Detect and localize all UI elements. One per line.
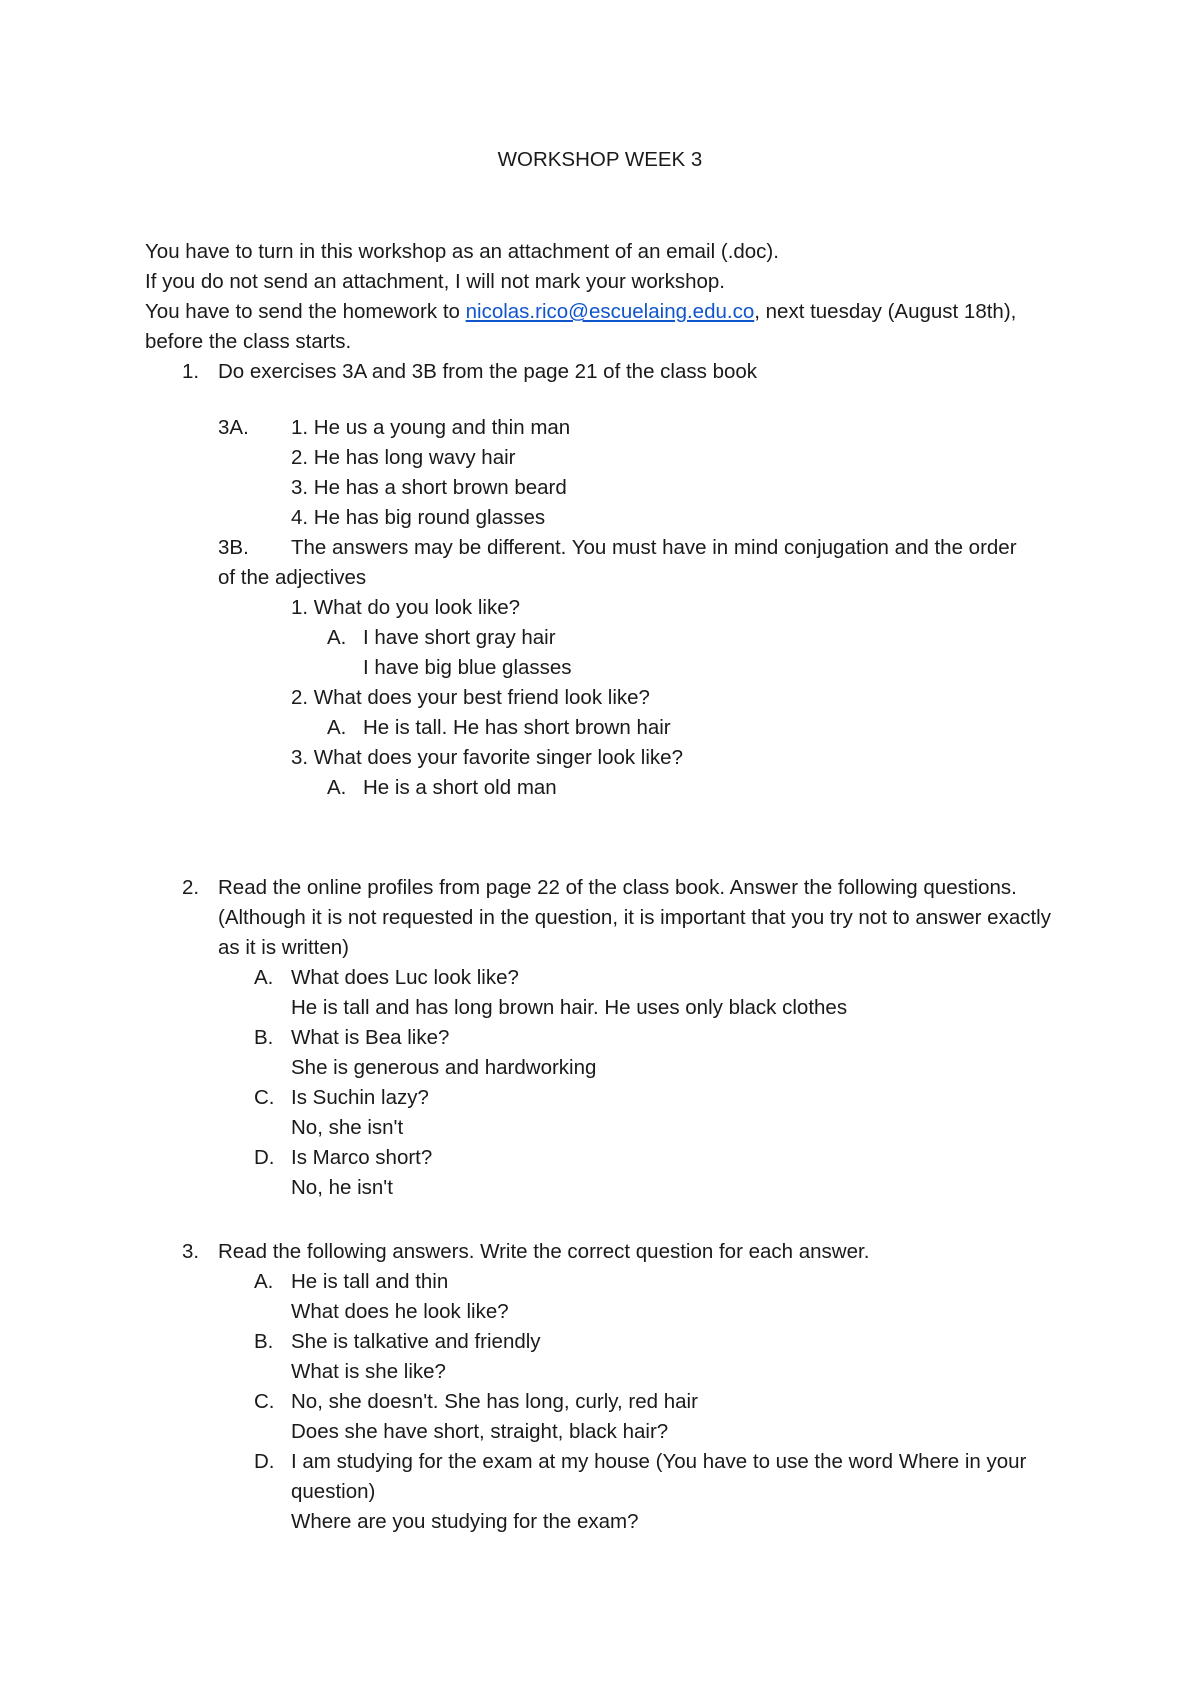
item-letter: B. — [254, 1026, 274, 1049]
item-letter: C. — [254, 1086, 275, 1109]
answer-item: 4. He has big round glasses — [291, 506, 546, 529]
answer-text: I have short gray hair — [363, 626, 556, 649]
sub-question: 3. What does your favorite singer look like? — [291, 746, 683, 769]
instructions — [145, 237, 1065, 357]
answer-letter: A. — [327, 776, 347, 799]
email-link[interactable]: nicolas.rico@escuelaing.edu.co — [465, 300, 755, 323]
instruction-text: You have to send the homework to — [145, 300, 466, 323]
instruction-line: If you do not send an attachment, I will not mark your workshop. — [145, 270, 725, 293]
instruction-line — [145, 297, 1065, 357]
question-number: 3. — [182, 1240, 200, 1263]
item-given-answer: He is tall and thin — [291, 1270, 449, 1293]
item-written-question: What does he look like? — [291, 1300, 509, 1323]
item-given-answer: No, she doesn't. She has long, curly, red hair — [291, 1390, 698, 1413]
instruction-text: , next tuesday (August 18th), before the class starts. — [145, 300, 1017, 353]
sub-question: 2. What does your best friend look like? — [291, 686, 650, 709]
answer-item: 3. He has a short brown beard — [291, 476, 567, 499]
question-text: Read the online profiles from page 22 of the class book. Answer the following questions. (Although it is not requested in the question, it is important that you try not to answer exactly as it is written) — [218, 876, 1051, 959]
item-given-answer: She is talkative and friendly — [291, 1330, 541, 1353]
answer-letter: A. — [327, 716, 347, 739]
exercise-note: The answers may be different. You must have in mind conjugation and the order of the adjectives — [218, 536, 1017, 589]
item-written-question: What is she like? — [291, 1360, 446, 1383]
instruction-line: You have to turn in this workshop as an attachment of an email (.doc). — [145, 240, 779, 263]
answer-letter: A. — [327, 626, 347, 649]
item-letter: D. — [254, 1146, 275, 1169]
item-answer: No, she isn't — [291, 1116, 404, 1139]
item-question: What does Luc look like? — [291, 966, 519, 989]
question-text: Read the following answers. Write the correct question for each answer. — [218, 1240, 870, 1263]
item-question: What is Bea like? — [291, 1026, 450, 1049]
item-written-question: Does she have short, straight, black hair? — [291, 1420, 669, 1443]
question-number: 1. — [182, 360, 200, 383]
exercise-label: 3B. — [218, 536, 249, 559]
question-number: 2. — [182, 876, 200, 899]
page-title: WORKSHOP WEEK 3 — [497, 148, 703, 171]
item-given-answer: I am studying for the exam at my house (You have to use the word Where in your question) — [291, 1450, 1027, 1503]
answer-item: 1. He us a young and thin man — [291, 416, 571, 439]
item-written-question: Where are you studying for the exam? — [291, 1510, 639, 1533]
item-letter: A. — [254, 966, 274, 989]
question-3 — [145, 1237, 1065, 1537]
item-letter: C. — [254, 1390, 275, 1413]
item-question: Is Marco short? — [291, 1146, 433, 1169]
question-text: Do exercises 3A and 3B from the page 21 of the class book — [218, 360, 758, 383]
item-answer: He is tall and has long brown hair. He uses only black clothes — [291, 996, 848, 1019]
item-answer: No, he isn't — [291, 1176, 393, 1199]
answer-text: He is tall. He has short brown hair — [363, 716, 671, 739]
item-letter: A. — [254, 1270, 274, 1293]
item-question: Is Suchin lazy? — [291, 1086, 429, 1109]
answer-text: He is a short old man — [363, 776, 557, 799]
item-letter: B. — [254, 1330, 274, 1353]
exercise-label: 3A. — [218, 416, 249, 439]
item-answer: She is generous and hardworking — [291, 1056, 597, 1079]
sub-question: 1. What do you look like? — [291, 596, 521, 619]
question-2 — [145, 873, 1065, 1203]
item-letter: D. — [254, 1450, 275, 1473]
answer-text: I have big blue glasses — [363, 656, 572, 679]
question-1 — [145, 357, 1065, 803]
answer-item: 2. He has long wavy hair — [291, 446, 516, 469]
